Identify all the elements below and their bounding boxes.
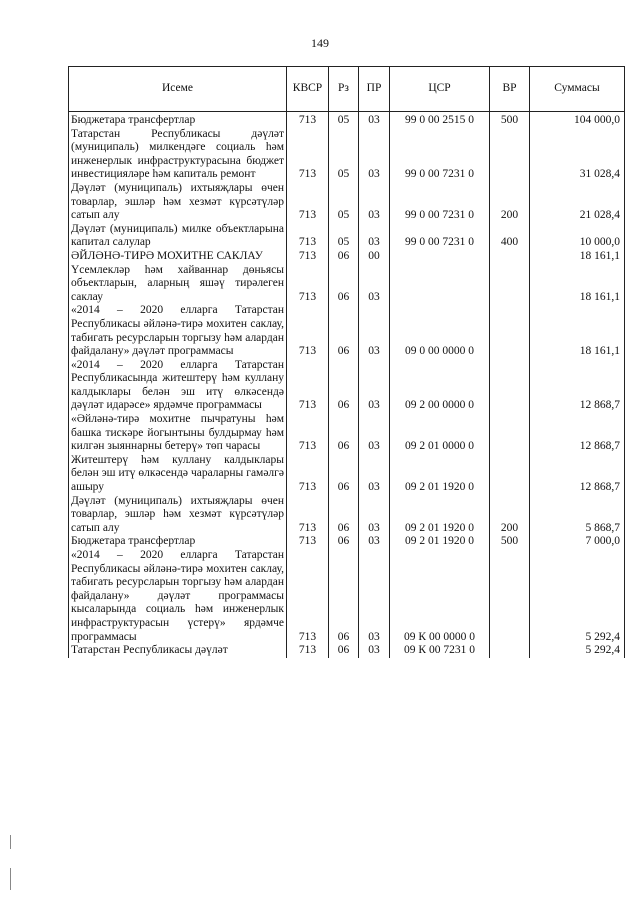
cell-pr: 03: [359, 223, 390, 250]
cell-kvsr: 713: [287, 454, 329, 495]
cell-name: «2014 – 2020 елларга Татарстан Республикасы әйләнә-тирә мохитен саклау, табигать ресурсларын торгызу һәм алардан файдалану» дәүләт программасы кысаларында социаль һәм инженерлык инфраструктурасын үстерү» ярдәмче программасы: [69, 549, 287, 644]
cell-rz: 06: [329, 535, 359, 549]
cell-sum: 12 868,7: [530, 413, 625, 454]
page-number: 149: [311, 36, 329, 50]
cell-csr: 99 0 00 7231 0: [390, 182, 490, 223]
cell-csr: 09 2 01 1920 0: [390, 495, 490, 536]
cell-kvsr: 713: [287, 535, 329, 549]
cell-name: Татарстан Республикасы дәүләт: [69, 644, 287, 658]
cell-kvsr: 713: [287, 250, 329, 264]
table-row: [69, 535, 625, 549]
cell-vr: 200: [490, 182, 530, 223]
cell-pr: 03: [359, 535, 390, 549]
cell-pr: 03: [359, 128, 390, 182]
cell-pr: 03: [359, 112, 390, 128]
header-name: Исеме: [69, 67, 287, 112]
cell-rz: 06: [329, 304, 359, 358]
cell-rz: 06: [329, 454, 359, 495]
cell-csr: 09 2 00 0000 0: [390, 359, 490, 413]
cell-name: Дәүләт (муниципаль) ихтыяҗлары өчен товарлар, эшләр һәм хезмәт күрсәтүләр сатып алу: [69, 495, 287, 536]
cell-kvsr: 713: [287, 128, 329, 182]
table-row: [69, 128, 625, 182]
cell-rz: 05: [329, 223, 359, 250]
table-row: [69, 250, 625, 264]
cell-rz: 06: [329, 549, 359, 644]
margin-mark: [10, 868, 11, 890]
cell-pr: 03: [359, 495, 390, 536]
cell-name: ӘЙЛӘНӘ-ТИРӘ МОХИТНЕ САКЛАУ: [69, 250, 287, 264]
table-row: [69, 182, 625, 223]
table-body: [69, 112, 625, 658]
table-row: [69, 304, 625, 358]
cell-name: Дәүләт (муниципаль) ихтыяҗлары өчен товарлар, эшләр һәм хезмәт күрсәтүләр сатып алу: [69, 182, 287, 223]
cell-sum: 18 161,1: [530, 250, 625, 264]
cell-kvsr: 713: [287, 359, 329, 413]
cell-sum: 5 292,4: [530, 549, 625, 644]
cell-sum: 12 868,7: [530, 454, 625, 495]
cell-rz: 06: [329, 264, 359, 305]
cell-sum: 12 868,7: [530, 359, 625, 413]
cell-sum: 18 161,1: [530, 304, 625, 358]
cell-csr: 09 0 00 0000 0: [390, 304, 490, 358]
cell-rz: 05: [329, 112, 359, 128]
cell-vr: 200: [490, 495, 530, 536]
cell-kvsr: 713: [287, 644, 329, 658]
table-row: [69, 264, 625, 305]
table-row: [69, 359, 625, 413]
cell-pr: 03: [359, 304, 390, 358]
cell-name: Татарстан Республикасы дәүләт (муниципаль) милкендәге социаль һәм инженерлык инфраструктурасына бюджет инвестицияләре һәм капиталь ремонт: [69, 128, 287, 182]
cell-rz: 06: [329, 359, 359, 413]
table-row: [69, 223, 625, 250]
cell-sum: 18 161,1: [530, 264, 625, 305]
cell-name: Бюджетара трансфертлар: [69, 535, 287, 549]
table-row: [69, 112, 625, 128]
cell-csr: 09 2 01 1920 0: [390, 454, 490, 495]
cell-kvsr: 713: [287, 112, 329, 128]
cell-name: Житештерү һәм куллану калдыклары белән эш итү өлкәсендә чараларны гамәлгә ашыру: [69, 454, 287, 495]
table-row: [69, 549, 625, 644]
cell-rz: 05: [329, 182, 359, 223]
cell-name: «2014 – 2020 елларга Татарстан Республикасында житештерү һәм куллану калдыклары белән эш итү өлкәсендә дәүләт идарәсе» ярдәмче программасы: [69, 359, 287, 413]
cell-pr: 03: [359, 454, 390, 495]
table-row: [69, 454, 625, 495]
cell-kvsr: 713: [287, 549, 329, 644]
header-sum: Суммасы: [530, 67, 625, 112]
cell-csr: 09 2 01 1920 0: [390, 535, 490, 549]
cell-rz: 06: [329, 413, 359, 454]
cell-vr: 500: [490, 535, 530, 549]
cell-pr: 03: [359, 413, 390, 454]
cell-csr: 09 К 00 7231 0: [390, 644, 490, 658]
header-csr: ЦСР: [390, 67, 490, 112]
cell-vr: [490, 359, 530, 413]
cell-rz: 06: [329, 250, 359, 264]
cell-vr: [490, 264, 530, 305]
cell-vr: [490, 413, 530, 454]
cell-name: Үсемлекләр һәм хайваннар дөньясы объектларын, аларның яшәү тирәлеген саклау: [69, 264, 287, 305]
cell-name: Дәүләт (муниципаль) милке объектларына капитал салулар: [69, 223, 287, 250]
table-row: [69, 413, 625, 454]
header-kvsr: КВСР: [287, 67, 329, 112]
cell-kvsr: 713: [287, 182, 329, 223]
cell-csr: 99 0 00 7231 0: [390, 223, 490, 250]
cell-vr: [490, 128, 530, 182]
cell-vr: [490, 250, 530, 264]
cell-sum: 5 868,7: [530, 495, 625, 536]
budget-table: [68, 66, 625, 658]
cell-csr: 09 2 01 0000 0: [390, 413, 490, 454]
cell-sum: 5 292,4: [530, 644, 625, 658]
cell-csr: [390, 264, 490, 305]
cell-vr: 400: [490, 223, 530, 250]
cell-name: «2014 – 2020 елларга Татарстан Республикасы әйләнә-тирә мохитен саклау, табигать ресурсларын торгызу һәм алардан файдалану» дәүләт программасы: [69, 304, 287, 358]
cell-rz: 06: [329, 495, 359, 536]
header-rz: Рз: [329, 67, 359, 112]
header-vr: ВР: [490, 67, 530, 112]
cell-sum: 31 028,4: [530, 128, 625, 182]
cell-csr: [390, 250, 490, 264]
header-pr: ПР: [359, 67, 390, 112]
cell-csr: 09 К 00 0000 0: [390, 549, 490, 644]
cell-rz: 06: [329, 644, 359, 658]
cell-csr: 99 0 00 7231 0: [390, 128, 490, 182]
cell-pr: 03: [359, 644, 390, 658]
cell-vr: [490, 454, 530, 495]
cell-kvsr: 713: [287, 264, 329, 305]
cell-sum: 104 000,0: [530, 112, 625, 128]
table-header-row: [69, 67, 625, 112]
cell-kvsr: 713: [287, 304, 329, 358]
cell-vr: [490, 304, 530, 358]
cell-pr: 03: [359, 182, 390, 223]
cell-sum: 7 000,0: [530, 535, 625, 549]
table-row: [69, 495, 625, 536]
cell-kvsr: 713: [287, 223, 329, 250]
cell-name: Бюджетара трансфертлар: [69, 112, 287, 128]
cell-vr: [490, 644, 530, 658]
cell-kvsr: 713: [287, 495, 329, 536]
table-row: [69, 644, 625, 658]
cell-pr: 00: [359, 250, 390, 264]
cell-name: «Әйләнә-тирә мохитне пычратуны һәм башка тискәре йогынтыны булдырмау һәм килгән зыяннарны бетерү» төп чарасы: [69, 413, 287, 454]
cell-pr: 03: [359, 549, 390, 644]
cell-rz: 05: [329, 128, 359, 182]
cell-vr: [490, 549, 530, 644]
cell-kvsr: 713: [287, 413, 329, 454]
cell-pr: 03: [359, 359, 390, 413]
cell-csr: 99 0 00 2515 0: [390, 112, 490, 128]
cell-sum: 10 000,0: [530, 223, 625, 250]
cell-pr: 03: [359, 264, 390, 305]
cell-sum: 21 028,4: [530, 182, 625, 223]
margin-mark: [10, 835, 11, 849]
cell-vr: 500: [490, 112, 530, 128]
